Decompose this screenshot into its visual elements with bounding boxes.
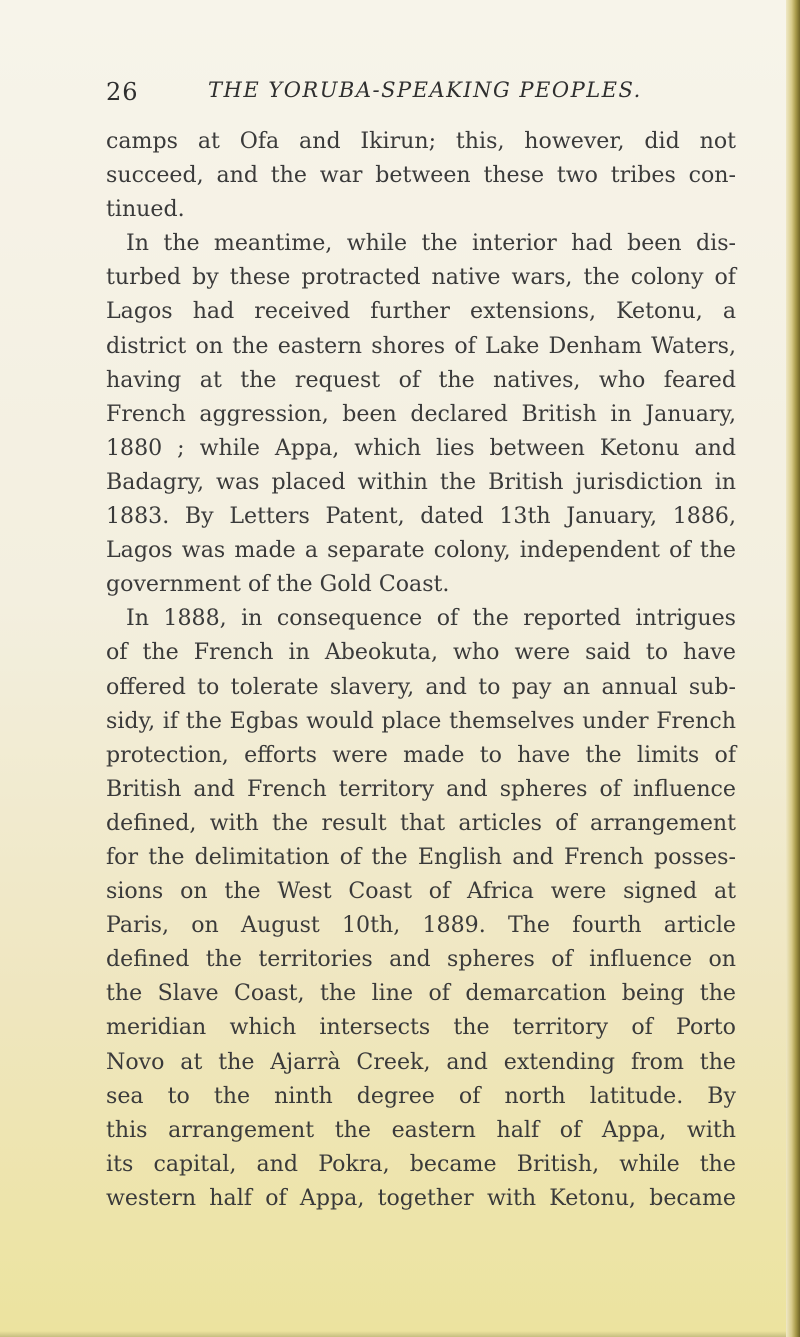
text-line: Lagos had received further extensions, Ketonu, a: [106, 298, 736, 325]
text-line: protection, efforts were made to have the limits of: [106, 741, 736, 768]
text-line: 1883. By Letters Patent, dated 13th January, 1886,: [106, 503, 736, 530]
text-line: succeed, and the war between these two tribes con-: [106, 162, 736, 189]
text-line: western half of Appa, together with Ketonu, became: [106, 1184, 736, 1211]
text-line: its capital, and Pokra, became British, while the: [106, 1150, 736, 1177]
page-edge-shadow: [786, 0, 800, 1337]
text-line: offered to tolerate slavery, and to pay an annual sub-: [106, 673, 736, 700]
text-line: In 1888, in consequence of the reported intrigues: [126, 605, 736, 632]
text-line: Badagry, was placed within the British jurisdiction in: [106, 468, 736, 495]
text-line: Novo at the Ajarrà Creek, and extending from the: [106, 1048, 736, 1075]
text-line: turbed by these protracted native wars, the colony of: [106, 264, 736, 291]
text-line: sidy, if the Egbas would place themselves under French: [106, 707, 736, 734]
text-line: Paris, on August 10th, 1889. The fourth article: [106, 912, 736, 939]
text-line: having at the request of the natives, who feared: [106, 366, 736, 393]
page-number: 26: [106, 78, 139, 106]
text-line: 1880 ; while Appa, which lies between Ketonu and: [106, 434, 736, 461]
text-line: British and French territory and spheres of influence: [106, 775, 736, 802]
page-header: [106, 74, 736, 114]
text-line: the Slave Coast, the line of demarcation being the: [106, 980, 736, 1007]
running-title: THE YORUBA-SPEAKING PEOPLES.: [208, 78, 642, 102]
body-text: [106, 124, 736, 1215]
text-line: defined the territories and spheres of influence on: [106, 946, 736, 973]
text-line: French aggression, been declared British in January,: [106, 400, 736, 427]
text-line: sions on the West Coast of Africa were signed at: [106, 878, 736, 905]
text-line: tinued.: [106, 196, 185, 223]
text-line: government of the Gold Coast.: [106, 571, 450, 598]
text-line: for the delimitation of the English and French posses-: [106, 843, 736, 870]
text-line: Lagos was made a separate colony, independent of the: [106, 537, 736, 564]
text-line: district on the eastern shores of Lake Denham Waters,: [106, 332, 736, 359]
text-line: In the meantime, while the interior had been dis-: [126, 230, 736, 257]
text-line: meridian which intersects the territory of Porto: [106, 1014, 736, 1041]
text-line: defined, with the result that articles of arrangement: [106, 809, 736, 836]
text-line: this arrangement the eastern half of Appa, with: [106, 1116, 736, 1143]
text-line: sea to the ninth degree of north latitude. By: [106, 1082, 736, 1109]
text-line: camps at Ofa and Ikirun; this, however, did not: [106, 128, 736, 154]
text-line: of the French in Abeokuta, who were said to have: [106, 639, 736, 666]
page-bottom-shadow: [0, 1331, 786, 1337]
